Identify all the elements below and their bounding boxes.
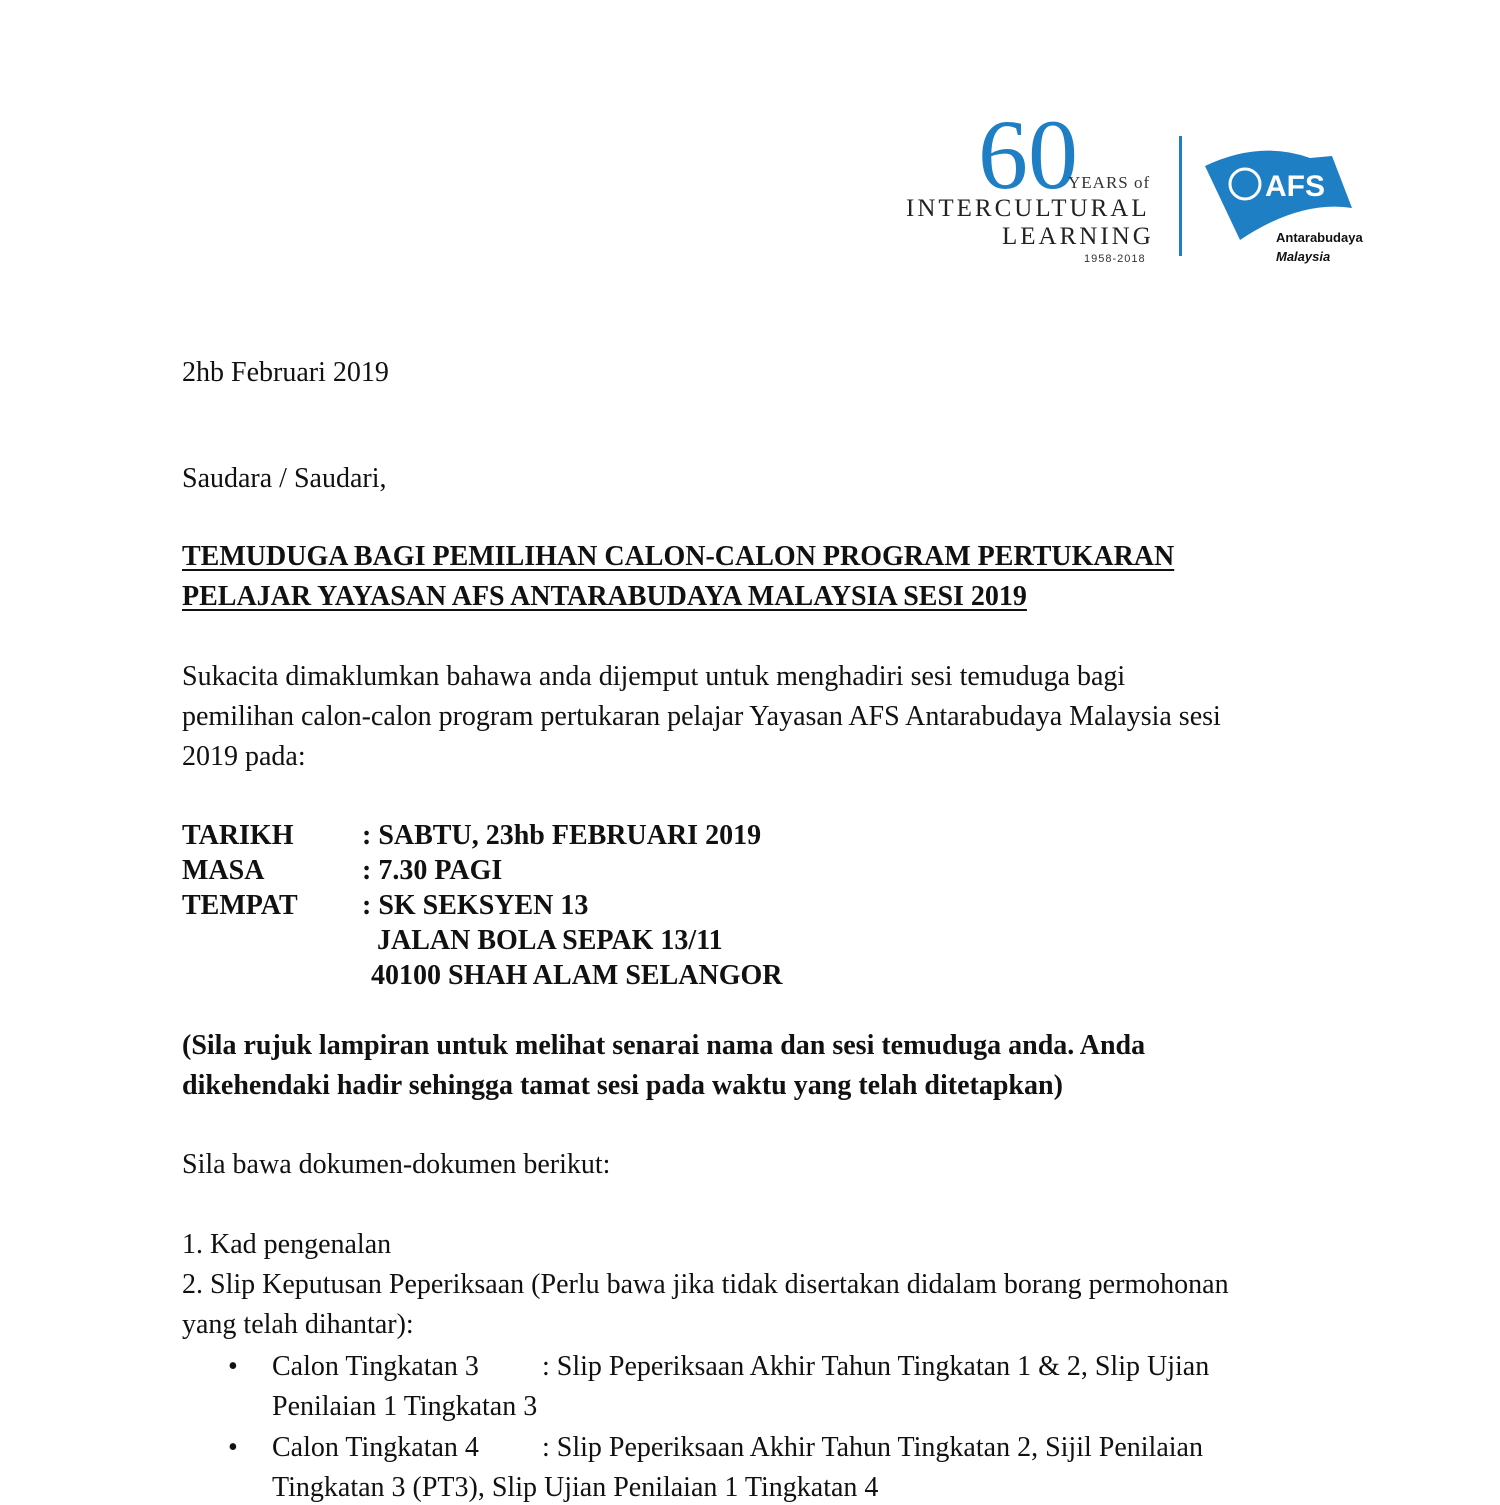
logo-afs: AFS — [1265, 170, 1325, 203]
bullet-text: Penilaian 1 Tingkatan 3 — [272, 1391, 538, 1422]
intro-line: pemilihan calon-calon program pertukaran pelajar Yayasan AFS Antarabudaya Malaysia sesi — [182, 701, 1221, 732]
letter-title-line: PELAJAR YAYASAN AFS ANTARABUDAYA MALAYSIA SESI 2019 — [182, 581, 1027, 612]
bullet-icon: • — [228, 1351, 238, 1382]
logo-years-range: 1958-2018 — [1084, 253, 1146, 265]
tarikh-label: TARIKH — [182, 820, 294, 851]
bullet-text: : Slip Peperiksaan Akhir Tahun Tingkatan 2, Sijil Penilaian — [542, 1432, 1203, 1463]
logo-60: 60 — [978, 100, 1078, 210]
letter-date: 2hb Februari 2019 — [182, 357, 389, 388]
address-line: 40100 SHAH ALAM SELANGOR — [371, 960, 783, 991]
tarikh-value: : SABTU, 23hb FEBRUARI 2019 — [362, 820, 762, 851]
logo-learning: LEARNING — [1002, 223, 1154, 250]
intro-line: 2019 pada: — [182, 741, 306, 772]
bullet-text: Tingkatan 3 (PT3), Slip Ujian Penilaian 1 Tingkatan 4 — [272, 1472, 879, 1503]
logo-years-of: YEARS of — [1068, 173, 1151, 192]
masa-value: : 7.30 PAGI — [362, 855, 503, 886]
bullet-text: : Slip Peperiksaan Akhir Tahun Tingkatan 1 & 2, Slip Ujian — [542, 1351, 1210, 1382]
document-item: 2. Slip Keputusan Peperiksaan (Perlu bawa jika tidak disertakan didalam borang permohonan — [182, 1269, 1229, 1300]
document-item: yang telah dihantar): — [182, 1309, 414, 1340]
bullet-icon: • — [228, 1432, 238, 1463]
letter-title-line: TEMUDUGA BAGI PEMILIHAN CALON-CALON PROGRAM PERTUKARAN — [182, 541, 1175, 572]
logo-intercultural: INTERCULTURAL — [906, 195, 1150, 222]
bullet-label: Calon Tingkatan 4 — [272, 1432, 479, 1463]
document-item: 1. Kad pengenalan — [182, 1229, 392, 1260]
documents-intro: Sila bawa dokumen-dokumen berikut: — [182, 1149, 611, 1180]
note-line: dikehendaki hadir sehingga tamat sesi pada waktu yang telah ditetapkan) — [182, 1070, 1063, 1101]
masa-label: MASA — [182, 855, 265, 886]
logo-divider — [1179, 136, 1182, 256]
logo-malaysia: Malaysia — [1276, 249, 1331, 264]
bullet-label: Calon Tingkatan 3 — [272, 1351, 479, 1382]
logo-antarabudaya: Antarabudaya — [1276, 230, 1363, 245]
intro-line: Sukacita dimaklumkan bahawa anda dijemput untuk menghadiri sesi temuduga bagi — [182, 661, 1126, 692]
salutation: Saudara / Saudari, — [182, 463, 387, 494]
tempat-label: TEMPAT — [182, 890, 298, 921]
address-line: JALAN BOLA SEPAK 13/11 — [377, 925, 723, 956]
afs-60-years-logo — [900, 100, 1400, 280]
note-line: (Sila rujuk lampiran untuk melihat senarai nama dan sesi temuduga anda. Anda — [182, 1030, 1146, 1061]
tempat-value: : SK SEKSYEN 13 — [362, 890, 589, 921]
